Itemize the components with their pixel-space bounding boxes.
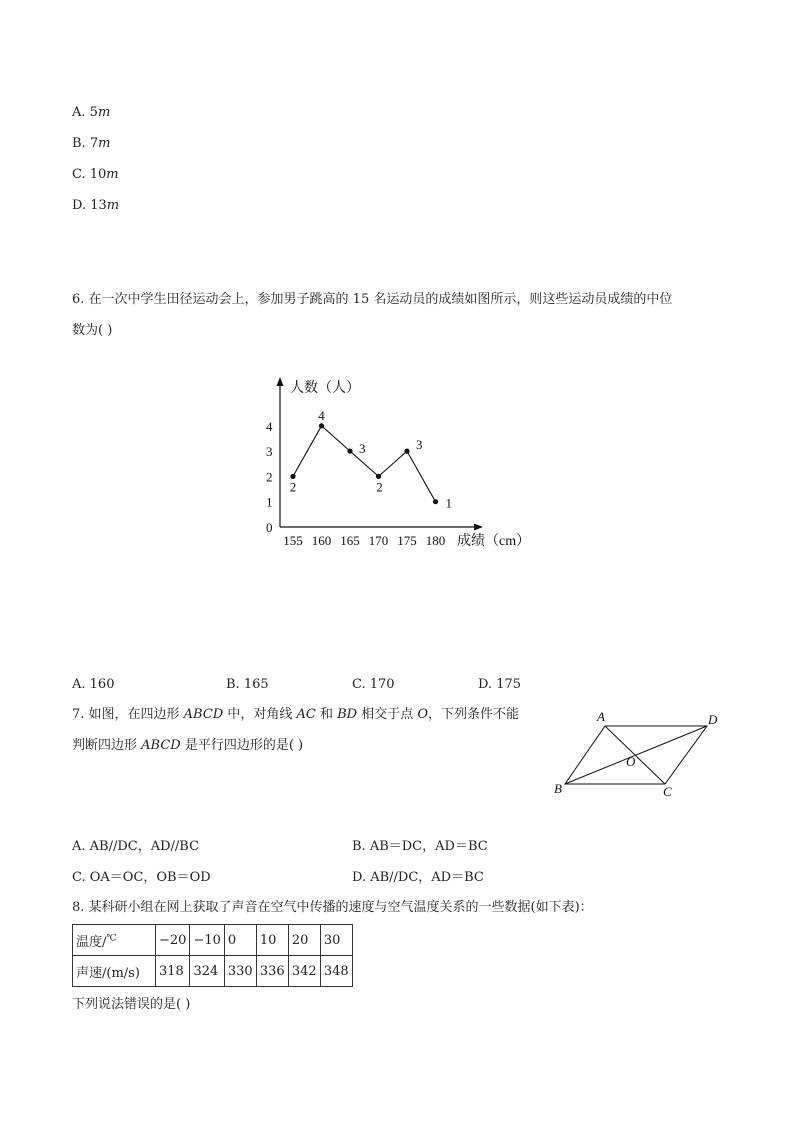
data-point [404, 449, 409, 454]
q6-option-a: A. 160 [72, 677, 115, 692]
vertex-label-c: C [663, 784, 672, 799]
q5-option-d-text: D. 13 [72, 198, 107, 213]
q5-option-c [72, 166, 119, 184]
q7-stem-line1 [72, 706, 519, 724]
q7-l1-p8: ，下列条件不能 [428, 707, 520, 722]
q7-l1-p7: O [417, 707, 429, 722]
y-tick-labels [266, 419, 273, 535]
q7-l1-p5: BD [337, 707, 358, 722]
q7-l1-p1: ABCD [183, 707, 224, 722]
data-label: 1 [445, 495, 452, 511]
vertex-label-a: A [597, 709, 605, 724]
table-cell: 30 [320, 925, 352, 956]
q7-l1-p6: 相交于点 [357, 707, 418, 722]
temp-header-text: 温度/ [76, 934, 107, 950]
data-label: 3 [359, 441, 366, 457]
x-tick-label: 175 [397, 533, 417, 548]
q5-option-a-text: A. 5 [72, 105, 98, 120]
table-cell: 342 [288, 956, 320, 987]
q5-option-a [72, 104, 110, 122]
y-tick-label: 1 [266, 494, 273, 510]
q6-stem-line1: 6. 在一次中学生田径运动会上，参加男子跳高的 15 名运动员的成绩如图所示，则这些运动员成绩的中位 [72, 292, 673, 307]
x-tick-labels [283, 533, 445, 548]
x-tick-label: 165 [340, 533, 360, 548]
table-cell: 318 [156, 956, 190, 987]
vertex-label-o: O [626, 754, 636, 769]
y-axis-title: 人数（人） [290, 381, 360, 396]
table-cell: 348 [320, 956, 352, 987]
speed-table [72, 924, 353, 987]
vertex-label-d: D [708, 712, 718, 727]
table-cell: 330 [224, 956, 256, 987]
table-cell: −10 [190, 925, 224, 956]
table-row [73, 925, 353, 956]
q7-l1-p0: 7. 如图，在四边形 [72, 707, 184, 722]
data-label: 3 [416, 437, 423, 453]
table-header-cell [73, 956, 156, 987]
q5-option-b-unit: m [98, 136, 111, 151]
x-axis-title: 成绩（cm） [457, 534, 531, 549]
q6-option-d: D. 175 [478, 677, 522, 692]
q5-option-c-text: C. 10 [72, 167, 107, 182]
data-point [290, 474, 295, 479]
q7-l2-p1: ABCD [141, 738, 181, 753]
table-row [73, 956, 353, 987]
q6-option-c: C. 170 [352, 677, 395, 692]
series-group [290, 423, 438, 504]
table-cell: 336 [256, 956, 288, 987]
table-cell: 324 [190, 956, 224, 987]
table-header-cell [73, 925, 156, 956]
q8-question: 下列说法错误的是( ) [72, 997, 191, 1012]
q7-l1-p3: AC [296, 707, 316, 722]
table-cell: 10 [256, 925, 288, 956]
quadrilateral-figure [545, 702, 725, 802]
q7-l1-p4: 和 [315, 707, 338, 722]
vertex-label-b: B [554, 781, 562, 796]
y-tick-label: 3 [266, 444, 273, 460]
data-label-group [290, 408, 452, 511]
q5-option-d [72, 197, 119, 215]
y-axis-arrow [277, 377, 284, 386]
data-label: 4 [318, 407, 325, 423]
chart-axes [277, 377, 484, 531]
temp-header-unit: ℃ [106, 933, 117, 944]
q6-stem-line2: 数为( ) [72, 323, 113, 338]
q6-option-b: B. 165 [226, 677, 269, 692]
x-tick-label: 155 [283, 533, 303, 548]
x-tick-label: 160 [311, 533, 332, 548]
table-cell: −20 [156, 925, 190, 956]
q7-option-b: B. AB＝DC，AD＝BC [352, 839, 488, 854]
q7-l1-p2: 中，对角线 [223, 707, 297, 722]
q5-option-c-unit: m [106, 167, 119, 182]
x-tick-label: 170 [368, 533, 389, 548]
data-point [347, 449, 352, 454]
q7-option-c: C. OA＝OC，OB＝OD [72, 870, 211, 885]
y-tick-label: 4 [266, 418, 273, 434]
table-cell: 0 [224, 925, 256, 956]
q7-l2-p2: 是平行四边形的是( ) [180, 738, 304, 753]
table-cell: 20 [288, 925, 320, 956]
q5-option-a-unit: m [97, 105, 111, 120]
q7-option-a: A. AB//DC，AD//BC [72, 839, 200, 854]
y-tick-label: 0 [266, 520, 273, 535]
x-tick-label: 180 [425, 533, 446, 548]
data-label: 2 [289, 479, 297, 495]
q8-stem: 8. 某科研小组在网上获取了声音在空气中传播的速度与空气温度关系的一些数据(如下表)： [72, 900, 593, 915]
q5-option-b [72, 135, 110, 153]
q5-option-d-unit: m [106, 198, 120, 213]
data-point [376, 474, 381, 479]
q7-stem-line2 [72, 737, 303, 755]
data-label: 2 [376, 479, 383, 495]
series-line [293, 426, 436, 502]
x-axis-arrow [474, 524, 483, 531]
q7-l2-p0: 判断四边形 [72, 738, 142, 753]
q7-option-d: D. AB//DC，AD＝BC [352, 870, 484, 885]
data-point [319, 423, 324, 428]
data-point [433, 499, 438, 504]
speed-header-text: 声速/(m/s) [76, 965, 140, 981]
q5-option-b-text: B. 7 [72, 136, 99, 151]
y-tick-label: 2 [266, 469, 273, 485]
median-line-chart [250, 370, 540, 560]
